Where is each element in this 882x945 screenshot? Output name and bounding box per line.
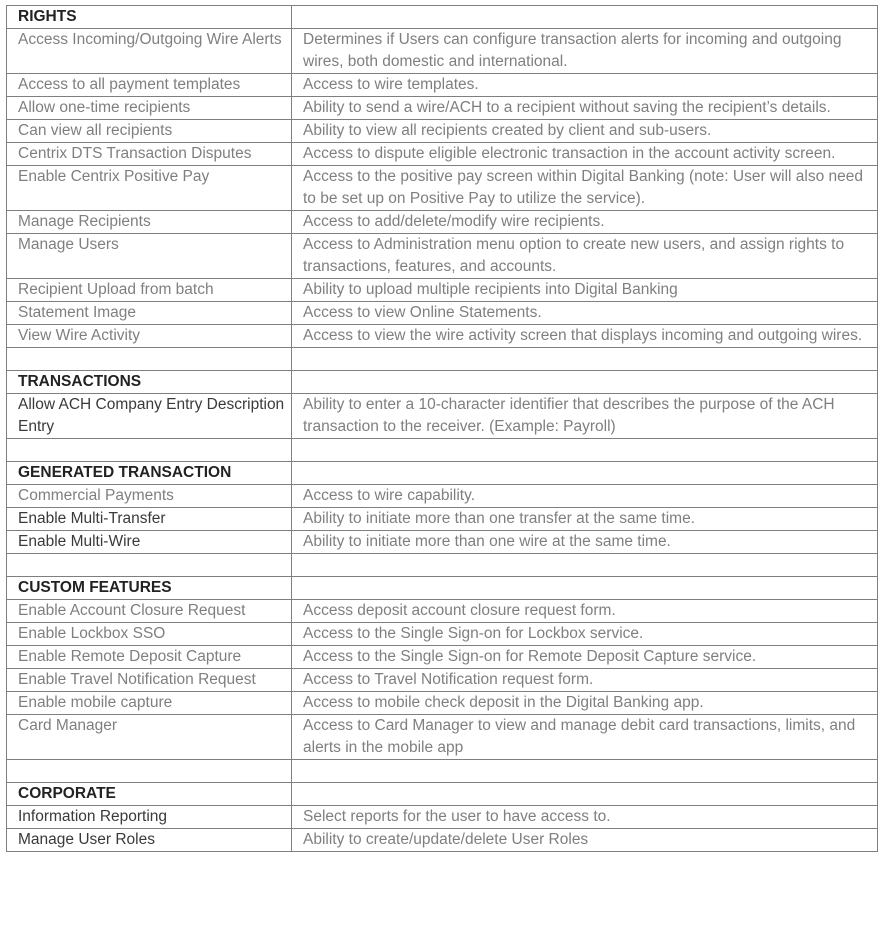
empty-cell — [292, 554, 878, 577]
section-heading-row — [7, 371, 878, 394]
right-description: Ability to view all recipients created by client and sub-users. — [292, 120, 878, 143]
empty-cell — [292, 6, 878, 29]
right-name: View Wire Activity — [7, 325, 292, 348]
right-name: Information Reporting — [7, 806, 292, 829]
spacer-row — [7, 439, 878, 462]
empty-cell — [292, 439, 878, 462]
rights-table-body — [7, 6, 878, 852]
spacer-row — [7, 348, 878, 371]
right-name: Manage Recipients — [7, 211, 292, 234]
right-description: Access to view Online Statements. — [292, 302, 878, 325]
table-row — [7, 646, 878, 669]
right-description: Ability to create/update/delete User Roles — [292, 829, 878, 852]
right-description: Access to wire capability. — [292, 485, 878, 508]
right-description: Access to wire templates. — [292, 74, 878, 97]
right-description: Ability to enter a 10-character identifier that describes the purpose of the ACH transaction to the receiver. (Example: Payroll) — [292, 394, 878, 439]
table-row — [7, 806, 878, 829]
empty-cell — [7, 439, 292, 462]
right-name: Commercial Payments — [7, 485, 292, 508]
section-heading-row — [7, 577, 878, 600]
table-row — [7, 623, 878, 646]
table-row — [7, 279, 878, 302]
right-name: Allow ACH Company Entry Description Entry — [7, 394, 292, 439]
table-row — [7, 211, 878, 234]
section-heading-row — [7, 462, 878, 485]
right-description: Access to Travel Notification request form. — [292, 669, 878, 692]
empty-cell — [292, 371, 878, 394]
table-row — [7, 600, 878, 623]
empty-cell — [7, 760, 292, 783]
table-row — [7, 302, 878, 325]
empty-cell — [7, 348, 292, 371]
right-name: Manage User Roles — [7, 829, 292, 852]
table-row — [7, 74, 878, 97]
right-description: Access to mobile check deposit in the Digital Banking app. — [292, 692, 878, 715]
right-name: Allow one-time recipients — [7, 97, 292, 120]
table-row — [7, 325, 878, 348]
right-name: Access to all payment templates — [7, 74, 292, 97]
section-heading-row — [7, 783, 878, 806]
section-heading: TRANSACTIONS — [7, 371, 292, 394]
right-description: Access to Administration menu option to create new users, and assign rights to transactions, features, and accounts. — [292, 234, 878, 279]
right-name: Recipient Upload from batch — [7, 279, 292, 302]
right-name: Enable Remote Deposit Capture — [7, 646, 292, 669]
right-name: Enable Multi-Transfer — [7, 508, 292, 531]
right-name: Enable mobile capture — [7, 692, 292, 715]
table-row — [7, 143, 878, 166]
right-description: Determines if Users can configure transaction alerts for incoming and outgoing wires, both domestic and international. — [292, 29, 878, 74]
empty-cell — [7, 554, 292, 577]
table-row — [7, 120, 878, 143]
right-description: Ability to initiate more than one wire at the same time. — [292, 531, 878, 554]
right-description: Access to the Single Sign-on for Lockbox service. — [292, 623, 878, 646]
table-row — [7, 97, 878, 120]
table-row — [7, 234, 878, 279]
right-name: Statement Image — [7, 302, 292, 325]
right-name: Enable Centrix Positive Pay — [7, 166, 292, 211]
right-description: Ability to initiate more than one transfer at the same time. — [292, 508, 878, 531]
table-row — [7, 166, 878, 211]
empty-cell — [292, 760, 878, 783]
section-heading: RIGHTS — [7, 6, 292, 29]
right-description: Access to dispute eligible electronic transaction in the account activity screen. — [292, 143, 878, 166]
rights-table — [6, 5, 878, 852]
table-row — [7, 692, 878, 715]
right-name: Can view all recipients — [7, 120, 292, 143]
section-heading-row — [7, 6, 878, 29]
section-heading: GENERATED TRANSACTION — [7, 462, 292, 485]
empty-cell — [292, 462, 878, 485]
right-name: Enable Account Closure Request — [7, 600, 292, 623]
right-name: Enable Travel Notification Request — [7, 669, 292, 692]
right-description: Select reports for the user to have access to. — [292, 806, 878, 829]
section-heading: CORPORATE — [7, 783, 292, 806]
right-description: Access to Card Manager to view and manage debit card transactions, limits, and alerts in the mobile app — [292, 715, 878, 760]
spacer-row — [7, 760, 878, 783]
table-row — [7, 485, 878, 508]
right-name: Centrix DTS Transaction Disputes — [7, 143, 292, 166]
right-description: Ability to upload multiple recipients into Digital Banking — [292, 279, 878, 302]
right-description: Access to add/delete/modify wire recipients. — [292, 211, 878, 234]
right-name: Enable Multi-Wire — [7, 531, 292, 554]
empty-cell — [292, 577, 878, 600]
spacer-row — [7, 554, 878, 577]
table-row — [7, 394, 878, 439]
empty-cell — [292, 348, 878, 371]
right-description: Ability to send a wire/ACH to a recipient without saving the recipient’s details. — [292, 97, 878, 120]
right-description: Access deposit account closure request form. — [292, 600, 878, 623]
right-description: Access to the positive pay screen within Digital Banking (note: User will also need to be set up on Positive Pay to utilize the service). — [292, 166, 878, 211]
empty-cell — [292, 783, 878, 806]
right-name: Card Manager — [7, 715, 292, 760]
right-description: Access to the Single Sign-on for Remote Deposit Capture service. — [292, 646, 878, 669]
right-description: Access to view the wire activity screen that displays incoming and outgoing wires. — [292, 325, 878, 348]
table-row — [7, 669, 878, 692]
right-name: Access Incoming/Outgoing Wire Alerts — [7, 29, 292, 74]
table-row — [7, 829, 878, 852]
table-row — [7, 715, 878, 760]
table-row — [7, 29, 878, 74]
right-name: Enable Lockbox SSO — [7, 623, 292, 646]
table-row — [7, 531, 878, 554]
table-row — [7, 508, 878, 531]
section-heading: CUSTOM FEATURES — [7, 577, 292, 600]
right-name: Manage Users — [7, 234, 292, 279]
